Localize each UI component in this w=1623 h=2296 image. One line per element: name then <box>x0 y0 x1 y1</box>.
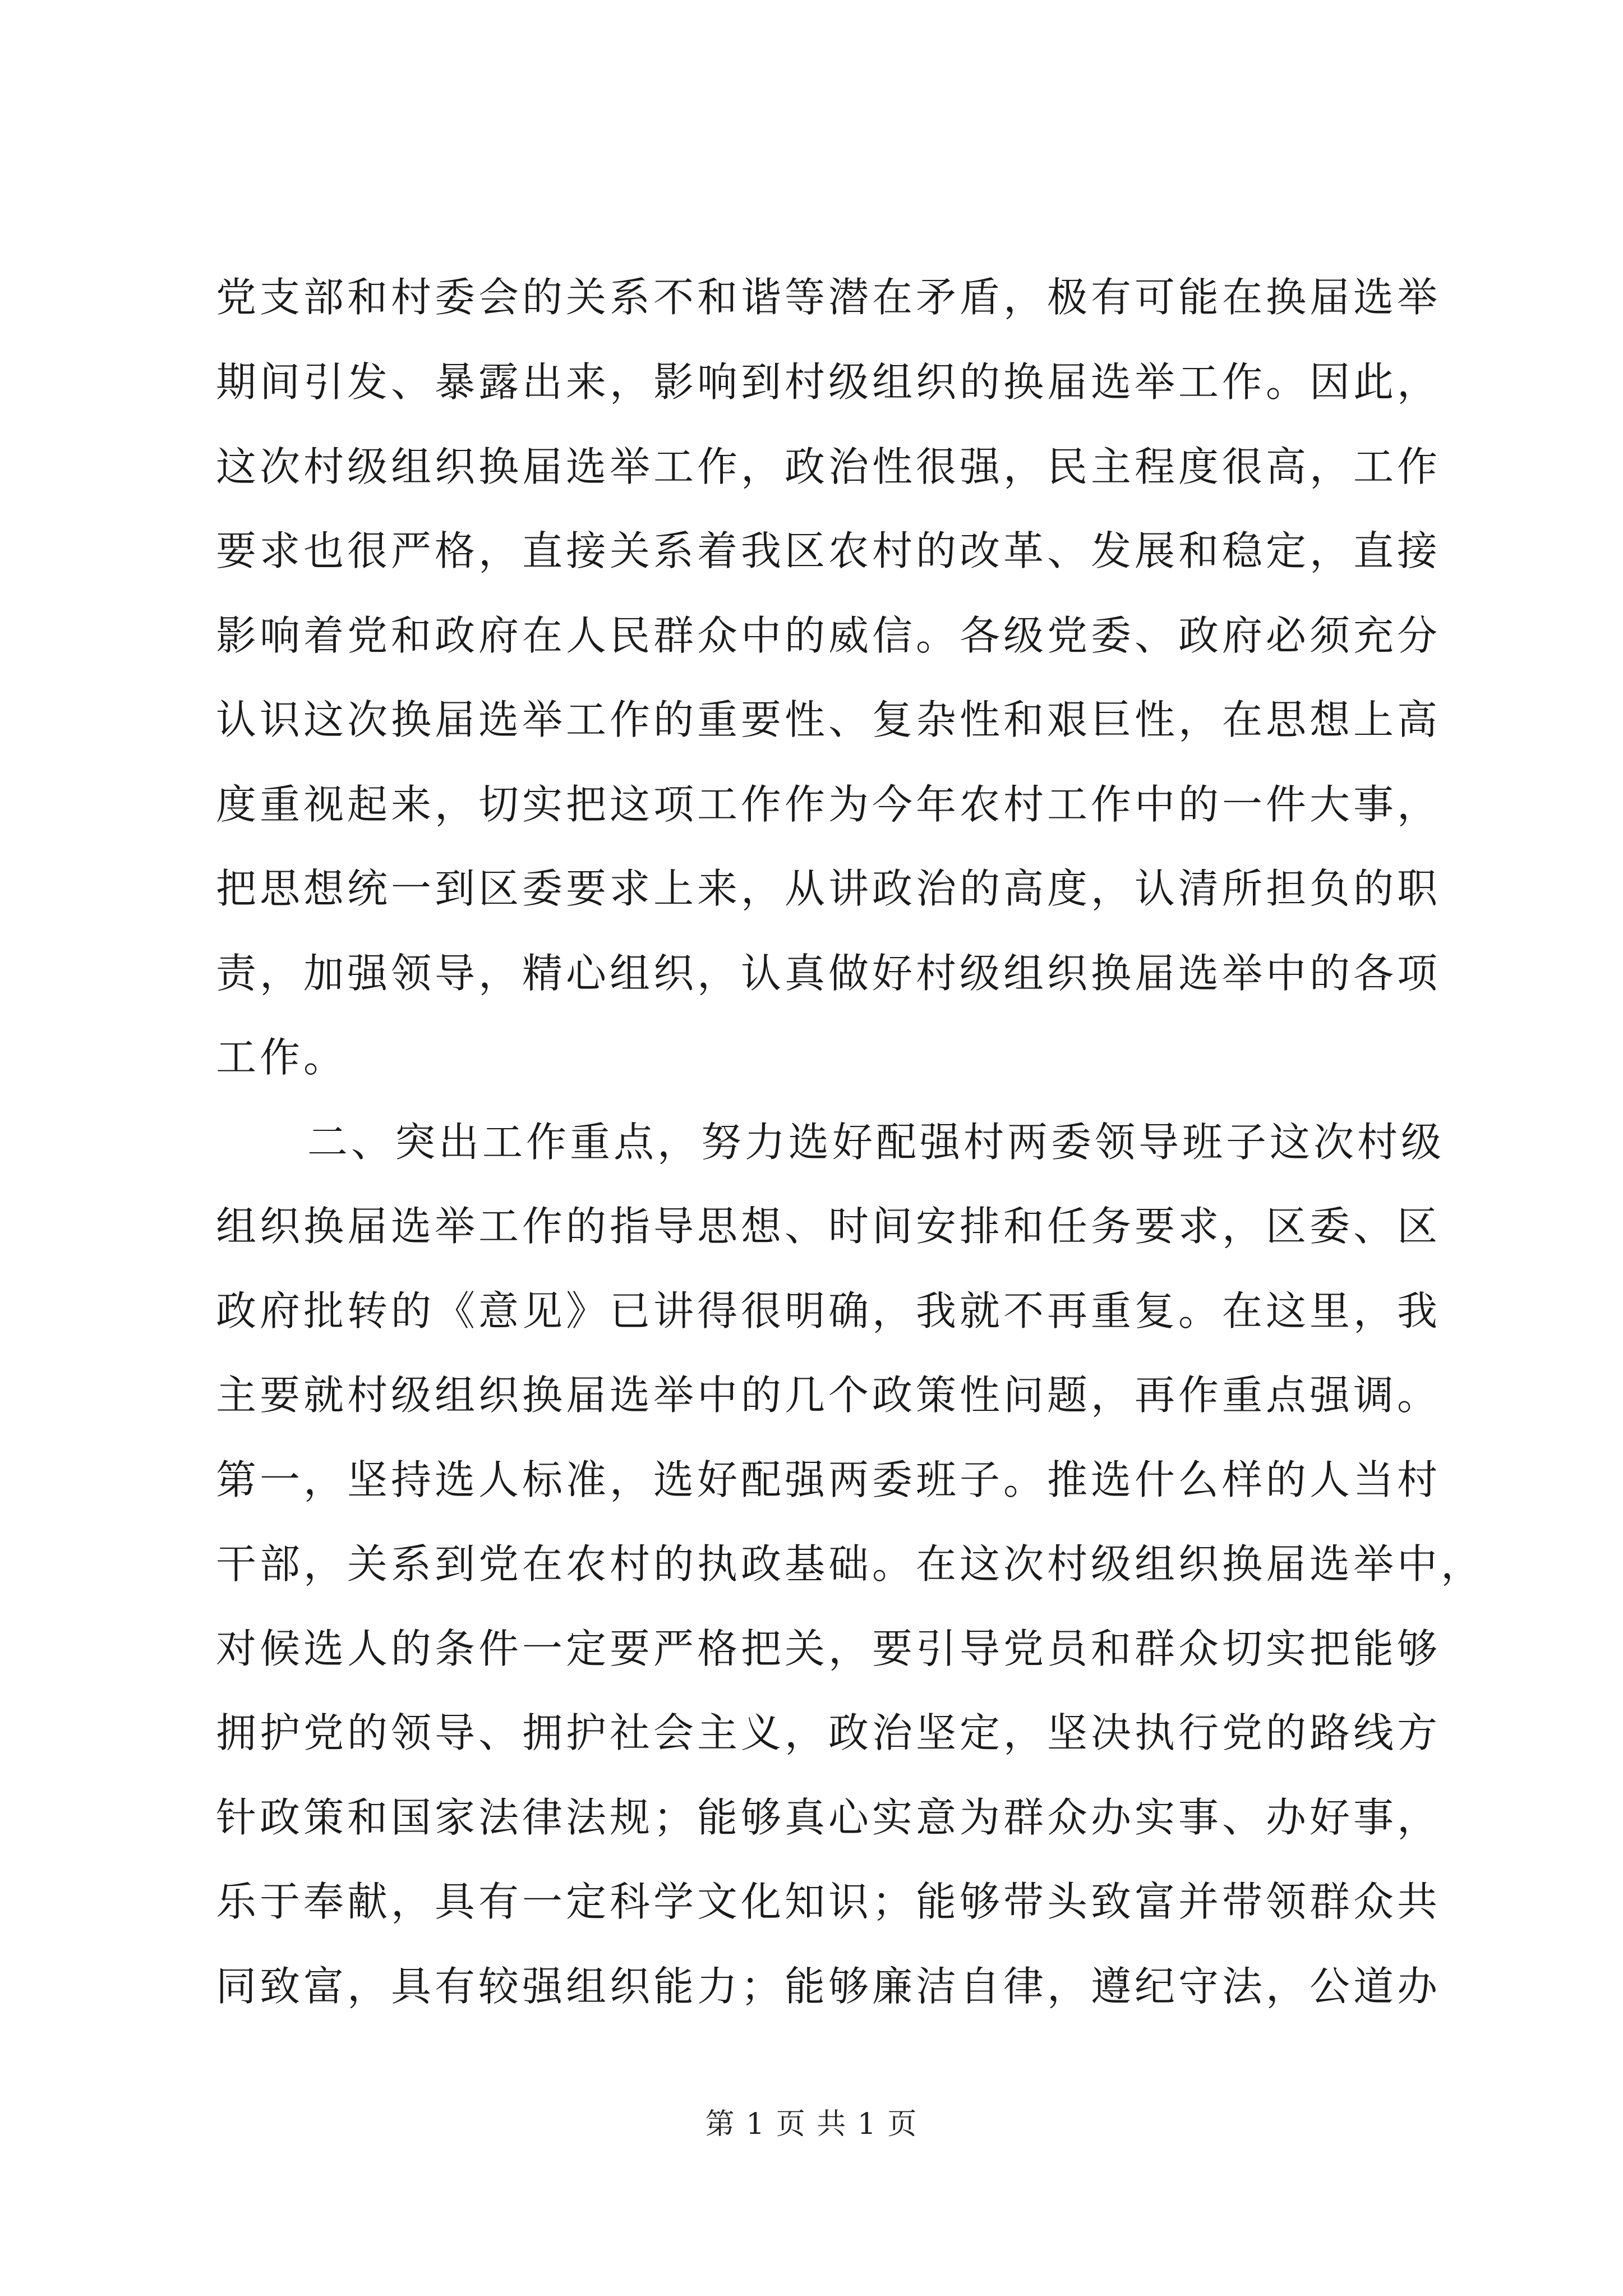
text-line: 拥护党的领导、拥护社会主义，政治坚定，坚决执行党的路线方 <box>216 1709 1441 1756</box>
text-line: 影响着党和政府在人民群众中的威信。各级党委、政府必须充分 <box>216 612 1441 659</box>
text-line: 第一，坚持选人标准，选好配强两委班子。推选什么样的人当村 <box>216 1456 1441 1503</box>
text-line: 同致富，具有较强组织能力；能够廉洁自律，遵纪守法，公道办 <box>216 1963 1441 2010</box>
text-line: 责，加强领导，精心组织，认真做好村级组织换届选举中的各项 <box>216 950 1441 997</box>
text-line: 政府批转的《意见》已讲得很明确，我就不再重复。在这里，我 <box>216 1287 1441 1335</box>
text-line: 要求也很严格，直接关系着我区农村的改革、发展和稳定，直接 <box>216 527 1441 574</box>
page-footer: 第 1 页 共 1 页 <box>705 2108 918 2141</box>
text-line: 工作。 <box>216 1034 348 1081</box>
text-line: 组织换届选举工作的指导思想、时间安排和任务要求，区委、区 <box>216 1203 1441 1250</box>
text-line: 这次村级组织换届选举工作，政治性很强，民主程度很高，工作 <box>216 443 1441 490</box>
text-line: 度重视起来，切实把这项工作作为今年农村工作中的一件大事， <box>216 781 1441 828</box>
text-line: 对候选人的条件一定要严格把关，要引导党员和群众切实把能够 <box>216 1625 1441 1672</box>
paragraph-first-line: 二、突出工作重点，努力选好配强村两委领导班子这次村级 <box>307 1119 1445 1166</box>
text-line: 认识这次换届选举工作的重要性、复杂性和艰巨性，在思想上高 <box>216 696 1441 743</box>
text-line: 干部，关系到党在农村的执政基础。在这次村级组织换届选举中， <box>216 1540 1485 1588</box>
text-line: 针政策和国家法律法规；能够真心实意为群众办实事、办好事， <box>216 1794 1441 1841</box>
text-line: 期间引发、暴露出来，影响到村级组织的换届选举工作。因此， <box>216 358 1441 406</box>
text-line: 乐于奉献，具有一定科学文化知识；能够带头致富并带领群众共 <box>216 1878 1441 1925</box>
text-line: 主要就村级组织换届选举中的几个政策性问题，再作重点强调。 <box>216 1372 1441 1419</box>
text-line: 把思想统一到区委要求上来，从讲政治的高度，认清所担负的职 <box>216 865 1441 912</box>
text-line: 党支部和村委会的关系不和谐等潜在矛盾，极有可能在换届选举 <box>216 274 1441 321</box>
